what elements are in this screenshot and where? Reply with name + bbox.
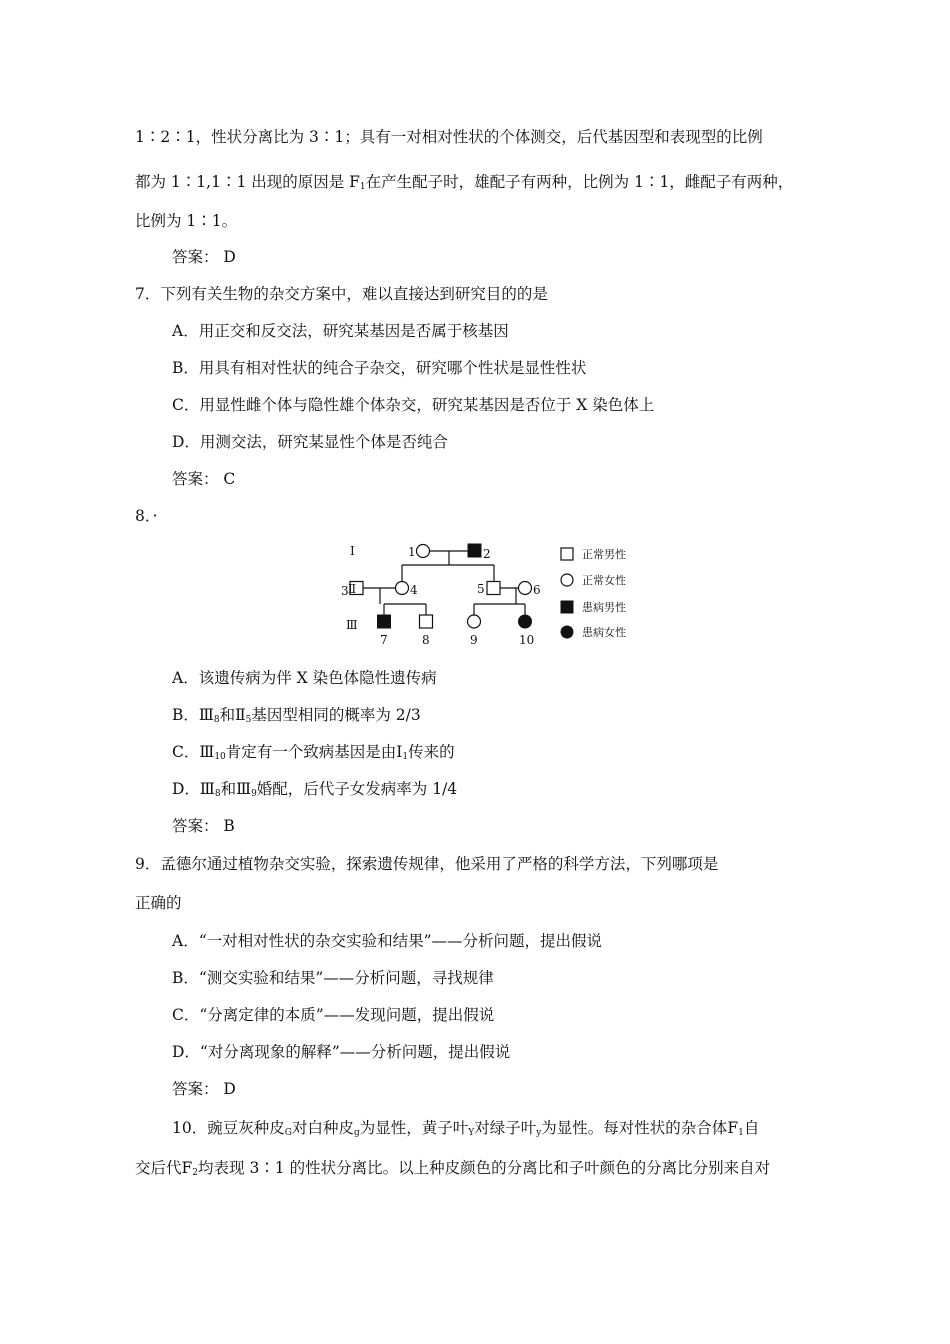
question-10-stem-line-1: 10．豌豆灰种皮$_G$对白种皮$_g$为显性，黄子叶$_Y$对绿子叶$_y$为显性。每对性状的杂合体$F_1$自 (172, 1119, 760, 1138)
individual-number: 8 (422, 633, 430, 647)
pedigree-ii5-normal-male (487, 582, 500, 595)
answer-9: 答案： D (172, 1080, 236, 1098)
question-8-option-b: B．$Ⅲ_8$和$Ⅱ_5$基因型相同的概率为 2/3 (172, 706, 421, 725)
legend-normal-male: 正常男性 (582, 548, 626, 561)
question-9-stem-line-1: 9．孟德尔通过植物杂交实验，探索遗传规律，他采用了严格的科学方法，下列哪项是 (135, 855, 719, 873)
question-8-option-a: A．该遗传病为伴 X 染色体隐性遗传病 (172, 669, 437, 687)
pedigree-ii6-normal-female (519, 582, 532, 595)
individual-number: 4 (410, 583, 418, 597)
question-7-option-c: C．用显性雌个体与隐性雄个体杂交，研究某基因是否位于 X 染色体上 (172, 396, 655, 414)
legend-normal-female-symbol (561, 574, 573, 586)
pedigree-iii10-affected-female (519, 615, 532, 628)
explanation-line-1: 1∶2∶1，性状分离比为 3∶1；具有一对相对性状的个体测交，后代基因型和表现型的比例 (135, 128, 763, 146)
answer-8: 答案： B (172, 817, 235, 835)
individual-number: 9 (470, 633, 478, 647)
pedigree-iii8-normal-male (420, 615, 433, 628)
individual-number: 6 (533, 583, 541, 597)
legend-affected-male-symbol (561, 601, 573, 613)
question-7-option-a: A．用正交和反交法，研究某基因是否属于核基因 (172, 322, 509, 340)
pedigree-ii4-normal-female (396, 582, 409, 595)
individual-number: 1 (408, 545, 416, 559)
question-7-stem: 7．下列有关生物的杂交方案中，难以直接达到研究目的的是 (135, 285, 548, 303)
individual-number: 10 (519, 633, 535, 647)
question-9-option-d: D．“对分离现象的解释”——分析问题，提出假说 (172, 1043, 511, 1061)
question-7-option-d: D．用测交法，研究某显性个体是否纯合 (172, 433, 448, 451)
pedigree-iii7-affected-male (378, 615, 391, 628)
question-7-option-b: B．用具有相对性状的纯合子杂交，研究哪个性状是显性性状 (172, 359, 587, 377)
question-8-option-d: D．$Ⅲ_8$和$Ⅲ_9$婚配，后代子女发病率为 1/4 (172, 780, 458, 799)
question-10-stem-line-2: 交后代$F_2$均表现 3∶1 的性状分离比。以上种皮颜色的分离比和子叶颜色的分离比分别来自对 (135, 1159, 771, 1178)
pedigree-i1-normal-female (417, 545, 430, 558)
question-8-stem: 8．· (135, 507, 158, 525)
answer-6: 答案： D (172, 248, 236, 266)
explanation-line-3: 比例为 1∶1。 (135, 212, 238, 230)
individual-number: 5 (477, 582, 485, 596)
explanation-line-2: 都为 1∶1,1∶1 出现的原因是 $F_1$在产生配子时，雄配子有两种，比例为 1∶1，雌配子有两种， (135, 173, 794, 192)
pedigree-iii9-normal-female (468, 615, 481, 628)
question-9-stem-line-2: 正确的 (135, 894, 182, 912)
individual-number: 2 (483, 547, 491, 561)
individual-number: 7 (380, 633, 388, 647)
generation-label-iii: Ⅲ (346, 618, 358, 632)
legend-affected-female: 患病女性 (582, 626, 626, 639)
legend-affected-female-symbol (561, 626, 573, 638)
question-9-option-c: C．“分离定律的本质”——发现问题，提出假说 (172, 1006, 495, 1024)
question-8-option-c: C．$Ⅲ_{10}$肯定有一个致病基因是由$Ⅰ_1$传来的 (172, 743, 455, 762)
question-9-option-b: B．“测交实验和结果”——分析问题，寻找规律 (172, 969, 494, 987)
pedigree-chart (340, 536, 640, 652)
legend-affected-male: 患病男性 (582, 601, 626, 614)
legend-normal-male-symbol (561, 548, 573, 560)
generation-label-ii: Ⅱ (348, 582, 357, 596)
pedigree-i2-affected-male (468, 544, 481, 557)
question-9-option-a: A．“一对相对性状的杂交实验和结果”——分析问题，提出假说 (172, 932, 603, 950)
generation-label-i: Ⅰ (350, 544, 355, 558)
individual-number: 3 (341, 584, 349, 598)
answer-7: 答案： C (172, 470, 236, 488)
legend-normal-female: 正常女性 (582, 574, 626, 587)
